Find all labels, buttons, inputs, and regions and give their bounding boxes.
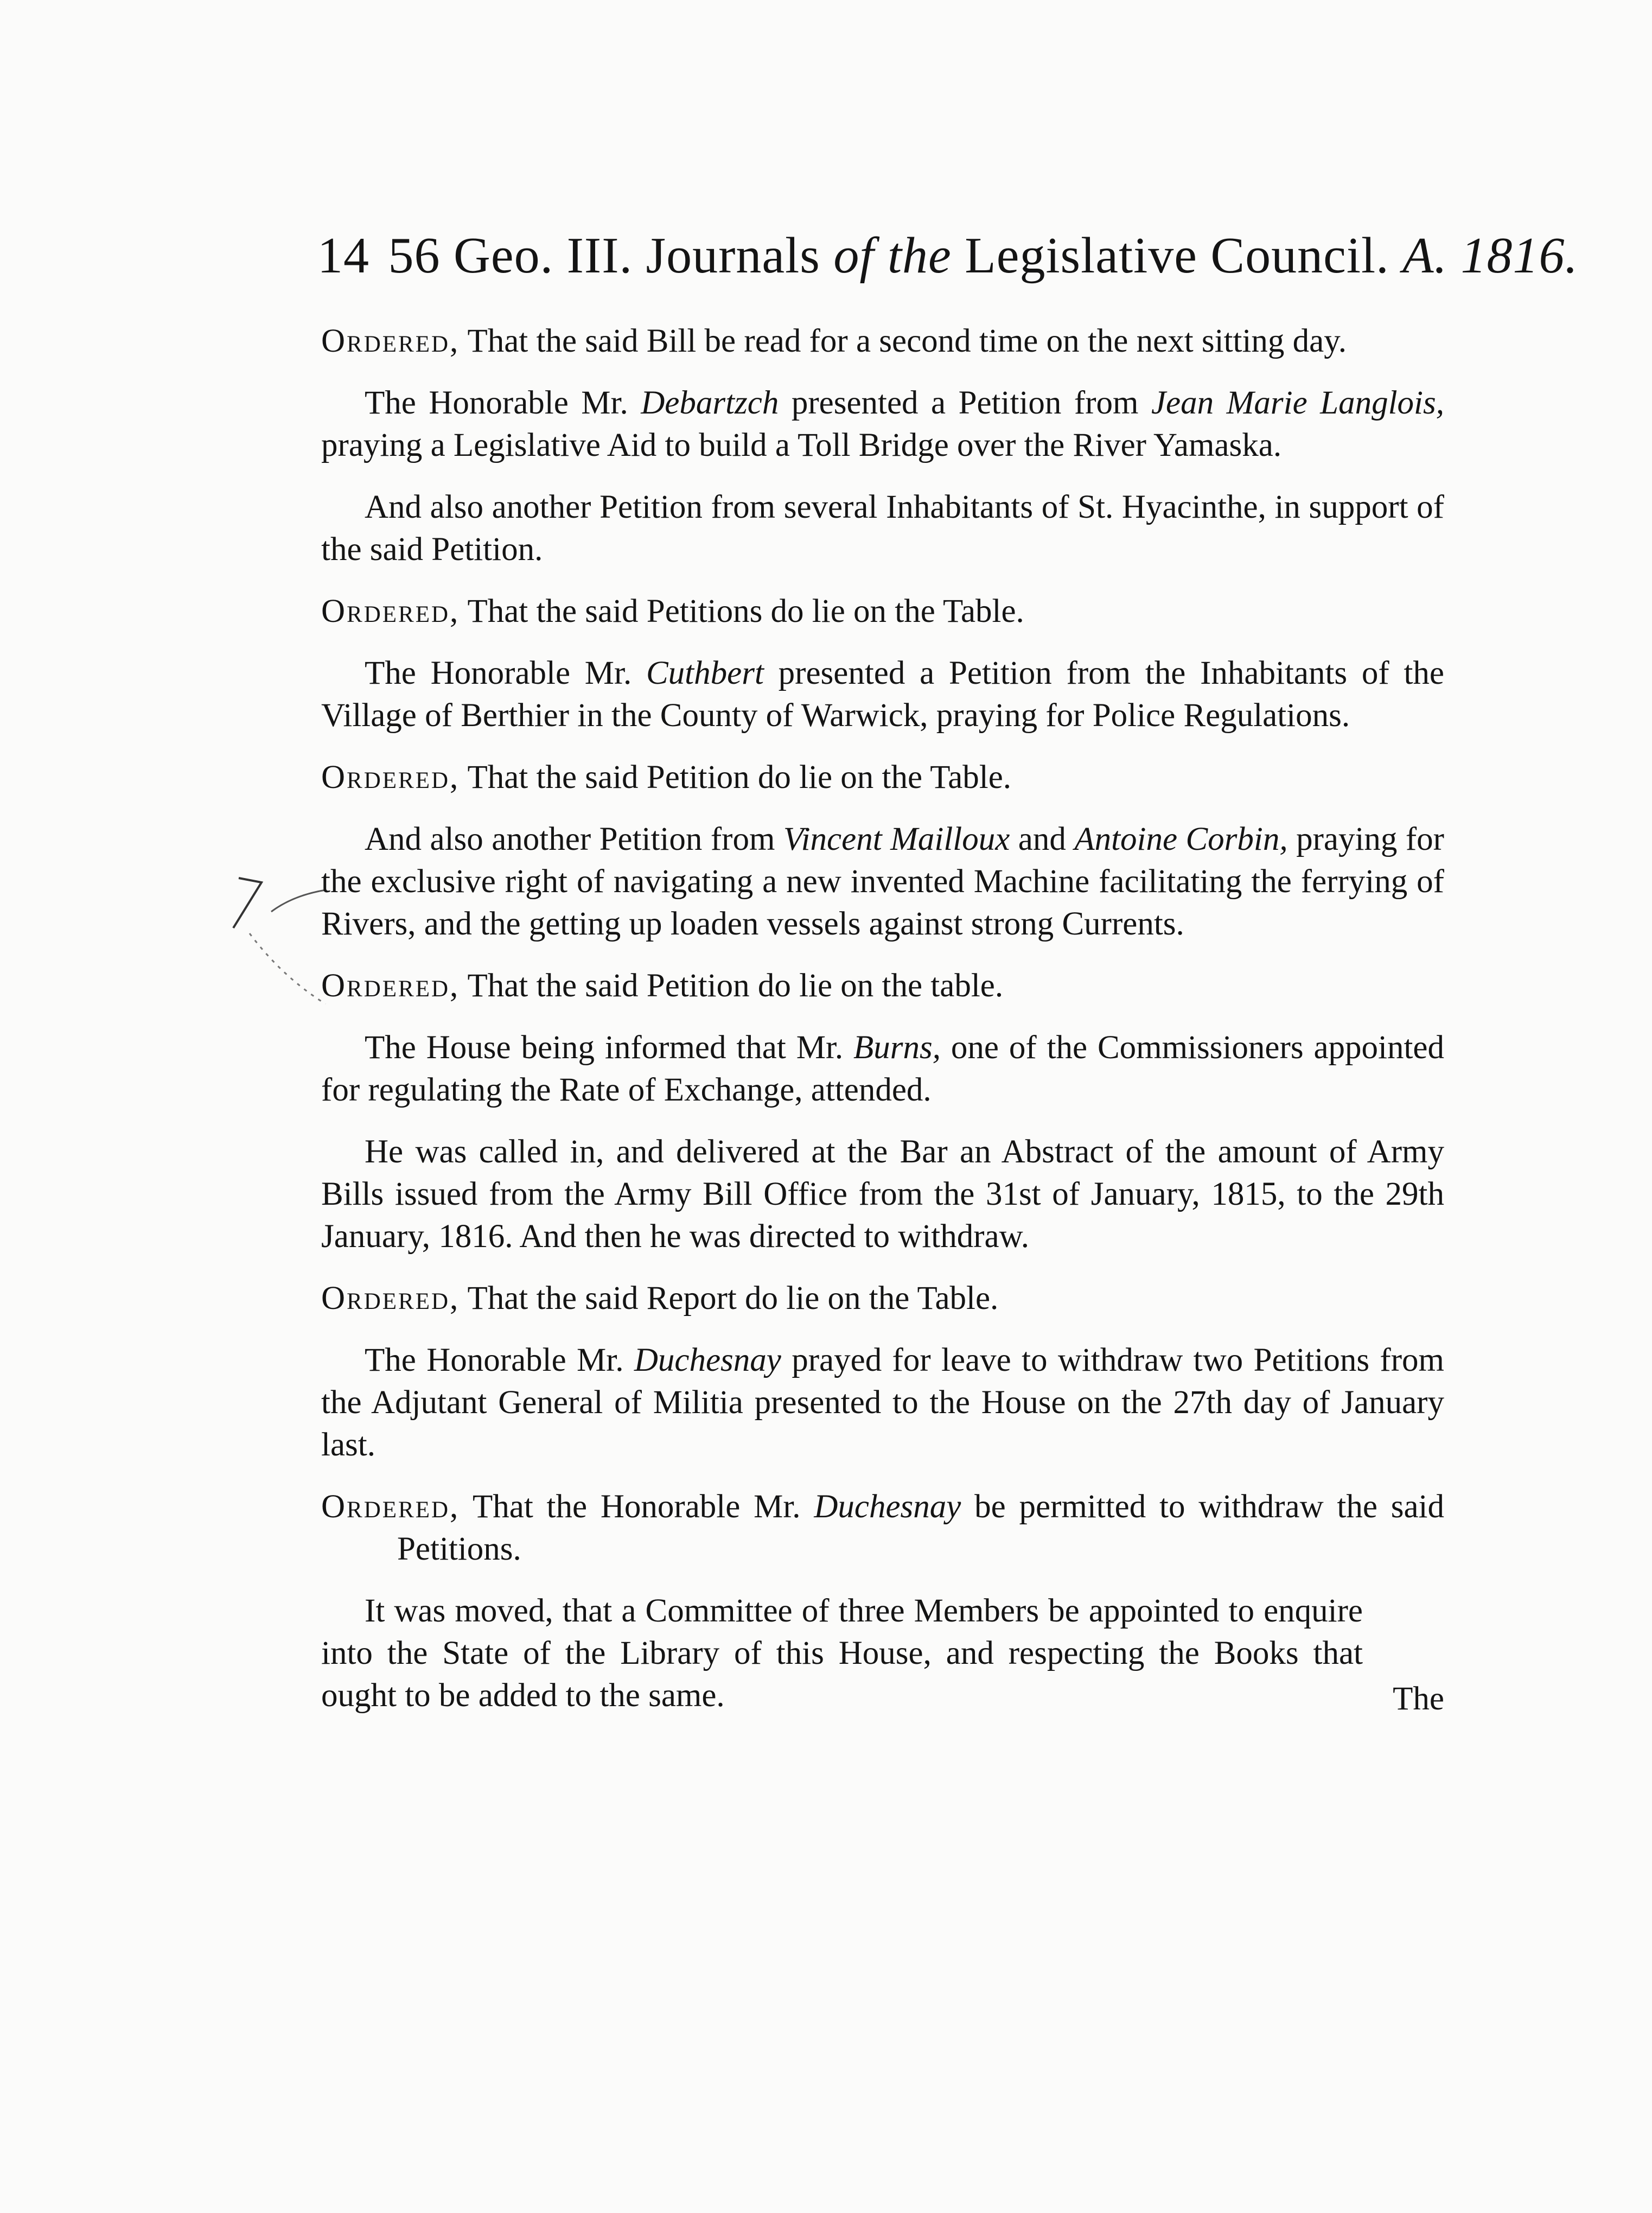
army-bills-abstract: He was called in, and delivered at the Bar an Abstract of the amount of Army Bills issued from the Army Bill Office from the 31st of January, 1815, to the 29th January, 1816. And then he was directed to withdraw. bbox=[321, 1134, 1444, 1255]
journal-body bbox=[321, 320, 1444, 1737]
header-year: A. 1816. bbox=[1402, 227, 1578, 284]
ordered-label: Ordered, bbox=[321, 323, 460, 359]
journal-title: Journals bbox=[646, 227, 820, 284]
order-petitions-lie: Ordered, That the said Petitions do lie on the Table. bbox=[321, 593, 1024, 629]
member-name: Duchesnay bbox=[814, 1489, 961, 1525]
petition-mailloux-corbin: And also another Petition from Vincent Mailloux and Antoine Corbin, praying for the exclusive right of navigating a new invented Machine facilitating the ferrying of Rivers, and the getting up loaden vessels against strong Currents. bbox=[321, 821, 1444, 942]
council-title: Legislative Council. bbox=[965, 227, 1389, 284]
order-petition-lie: Ordered, That the said Petition do lie on the Table. bbox=[321, 759, 1012, 796]
petition-debartzch: The Honorable Mr. Debartzch presented a Petition from Jean Marie Langlois, praying a Legislative Aid to build a Toll Bridge over the River Yamaska. bbox=[321, 385, 1444, 463]
regnal-year: 56 Geo. III. bbox=[388, 227, 633, 284]
running-header bbox=[317, 227, 1578, 284]
duchesnay-withdraw-request: The Honorable Mr. Duchesnay prayed for leave to withdraw two Petitions from the Adjutant General of Militia presented to the House on the 27th day of January last. bbox=[321, 1342, 1444, 1463]
petitioner-name: Antoine Corbin, bbox=[1074, 821, 1288, 857]
journal-title-of-the: of the bbox=[833, 227, 952, 284]
petitioner-name: Vincent Mailloux bbox=[783, 821, 1010, 857]
order-petition-lie-table: Ordered, That the said Petition do lie on the table. bbox=[321, 968, 1004, 1004]
commissioner-burns-attended: The House being informed that Mr. Burns, one of the Commissioners appointed for regulating the Rate of Exchange, attended. bbox=[321, 1029, 1444, 1108]
ordered-label: Ordered, bbox=[321, 593, 460, 629]
member-name: Cuthbert bbox=[646, 655, 764, 691]
petition-cuthbert: The Honorable Mr. Cuthbert presented a Petition from the Inhabitants of the Village of Berthier in the County of Warwick, praying for Police Regulations. bbox=[321, 655, 1444, 734]
petition-st-hyacinthe: And also another Petition from several Inhabitants of St. Hyacinthe, in support of the said Petition. bbox=[321, 489, 1444, 568]
order-duchesnay-permitted: Ordered, That the Honorable Mr. Duchesnay be permitted to withdraw the said Petitions. bbox=[321, 1489, 1445, 1567]
page-number: 14 bbox=[317, 227, 369, 284]
ordered-label: Ordered, bbox=[321, 968, 460, 1004]
ordered-label: Ordered, bbox=[321, 759, 460, 796]
ordered-label: Ordered, bbox=[321, 1280, 460, 1317]
order-report-lie: Ordered, That the said Report do lie on the Table. bbox=[321, 1280, 999, 1317]
member-name: Debartzch bbox=[641, 385, 779, 421]
library-committee-motion: It was moved, that a Committee of three Members be appointed to enquire into the State of the Library of this House, and respecting the Books that ought to be added to the same. The bbox=[321, 1590, 1444, 1717]
handwritten-margin-mark bbox=[217, 868, 331, 1009]
catchword: The bbox=[1393, 1681, 1444, 1717]
commissioner-name: Burns, bbox=[853, 1029, 941, 1066]
order-second-reading: Ordered, That the said Bill be read for a second time on the next sitting day. bbox=[321, 323, 1347, 359]
ordered-label: Ordered, bbox=[321, 1489, 460, 1525]
petitioner-name: Jean Marie Langlois, bbox=[1151, 385, 1444, 421]
member-name: Duchesnay bbox=[634, 1342, 781, 1378]
